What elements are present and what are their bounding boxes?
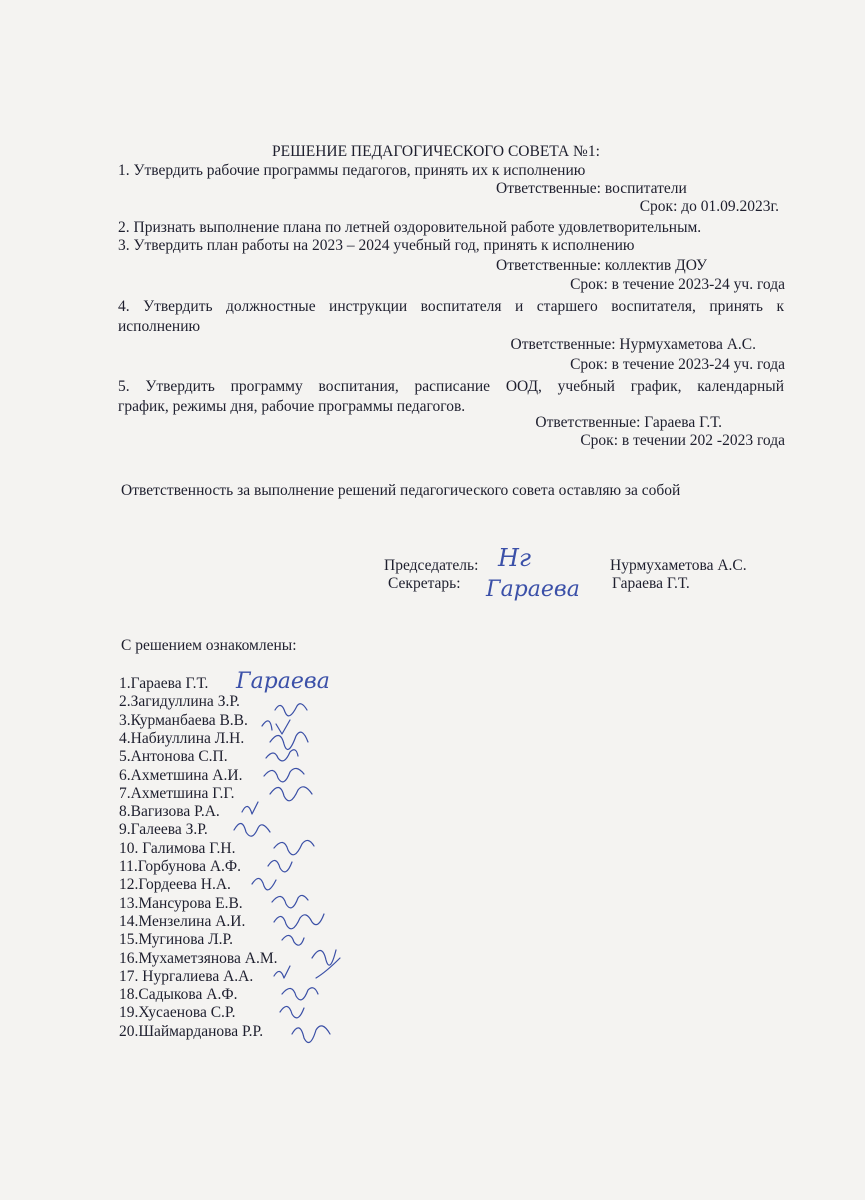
document-title: РЕШЕНИЕ ПЕДАГОГИЧЕСКОГО СОВЕТА №1: (272, 143, 600, 160)
decision-5-text-line2: график, режимы дня, рабочие программы педагогов. (118, 398, 466, 415)
decision-1-deadline: Срок: до 01.09.2023г. (639, 198, 779, 215)
decision-4-deadline: Срок: в течение 2023-24 уч. года (570, 356, 785, 373)
decision-4-text-line1: 4. Утвердить должностные инструкции воспитателя и старшего воспитателя, принять к (118, 298, 784, 315)
decision-1-responsible: Ответственные: воспитатели (496, 180, 687, 197)
decision-3-text: 3. Утвердить план работы на 2023 – 2024 учебный год, принять к исполнению (118, 237, 635, 254)
acquainted-item: 20.Шаймарданова Р.Р. (119, 1022, 264, 1040)
signature-1 (232, 660, 352, 705)
acquainted-item: 6.Ахметшина А.И. (119, 766, 243, 784)
acquainted-item: 16.Мухаметзянова А.М. (119, 949, 278, 967)
acquainted-item: 17. Нургалиева А.А. (119, 967, 254, 985)
decision-4-text-line2: исполнению (118, 318, 201, 335)
acquainted-item: 14.Мензелина А.И. (119, 912, 246, 930)
chair-label: Председатель: (384, 557, 479, 574)
acquainted-heading: С решением ознакомлены: (121, 637, 297, 654)
decision-4-responsible: Ответственные: Нурмухаметова А.С. (510, 336, 756, 353)
secretary-signature (480, 568, 600, 613)
decision-3-responsible: Ответственные: коллектив ДОУ (496, 257, 707, 274)
decision-5-text-line1: 5. Утвердить программу воспитания, расписание ООД, учебный график, календарный (118, 378, 784, 395)
decision-5-responsible: Ответственные: Гараева Г.Т. (535, 414, 722, 431)
secretary-label: Секретарь: (388, 575, 461, 592)
acquainted-item: 11.Горбунова А.Ф. (119, 858, 242, 875)
acquainted-item: 18.Садыкова А.Ф. (119, 986, 238, 1004)
acquainted-item: 3.Курманбаева В.В. (119, 711, 248, 729)
acquainted-item: 2.Загидуллина З.Р. (119, 693, 240, 711)
acquainted-item: 12.Гордеева Н.А. (119, 876, 231, 894)
acquainted-item: 8.Вагизова Р.А. (119, 803, 220, 821)
decision-2-text: 2. Признать выполнение плана по летней оздоровительной работе удовлетворительным. (118, 219, 702, 236)
acquainted-item: 5.Антонова С.П. (119, 748, 228, 766)
acquainted-item: 1.Гараева Г.Т. (119, 675, 209, 692)
responsibility-note: Ответственность за выполнение решений педагогического совета оставляю за собой (121, 482, 681, 499)
decision-5-deadline: Срок: в течении 202 -2023 года (580, 432, 785, 449)
secretary-name: Гараева Г.Т. (612, 575, 690, 592)
decision-3-deadline: Срок: в течение 2023-24 уч. года (570, 276, 785, 293)
svg-text:Гараева: Гараева (486, 577, 580, 602)
svg-text:Нг: Нг (498, 544, 532, 572)
svg-text:Гараева: Гараева (236, 669, 330, 694)
acquainted-item: 19.Хусаенова С.Р. (119, 1004, 236, 1022)
acquainted-item: 15.Мугинова Л.Р. (119, 931, 234, 949)
decision-1-text: 1. Утвердить рабочие программы педагогов, принять их к исполнению (118, 162, 586, 179)
handwritten-signatures (230, 700, 390, 1085)
chair-name: Нурмухаметова А.С. (610, 557, 747, 574)
acquainted-item: 4.Набиуллина Л.Н. (119, 729, 245, 747)
acquainted-item: 7.Ахметшина Г.Г. (119, 784, 235, 802)
acquainted-item: 10. Галимова Г.Н. (119, 839, 236, 857)
acquainted-item: 9.Галеева З.Р. (119, 821, 208, 839)
acquainted-item: 13.Мансурова Е.В. (119, 894, 243, 912)
